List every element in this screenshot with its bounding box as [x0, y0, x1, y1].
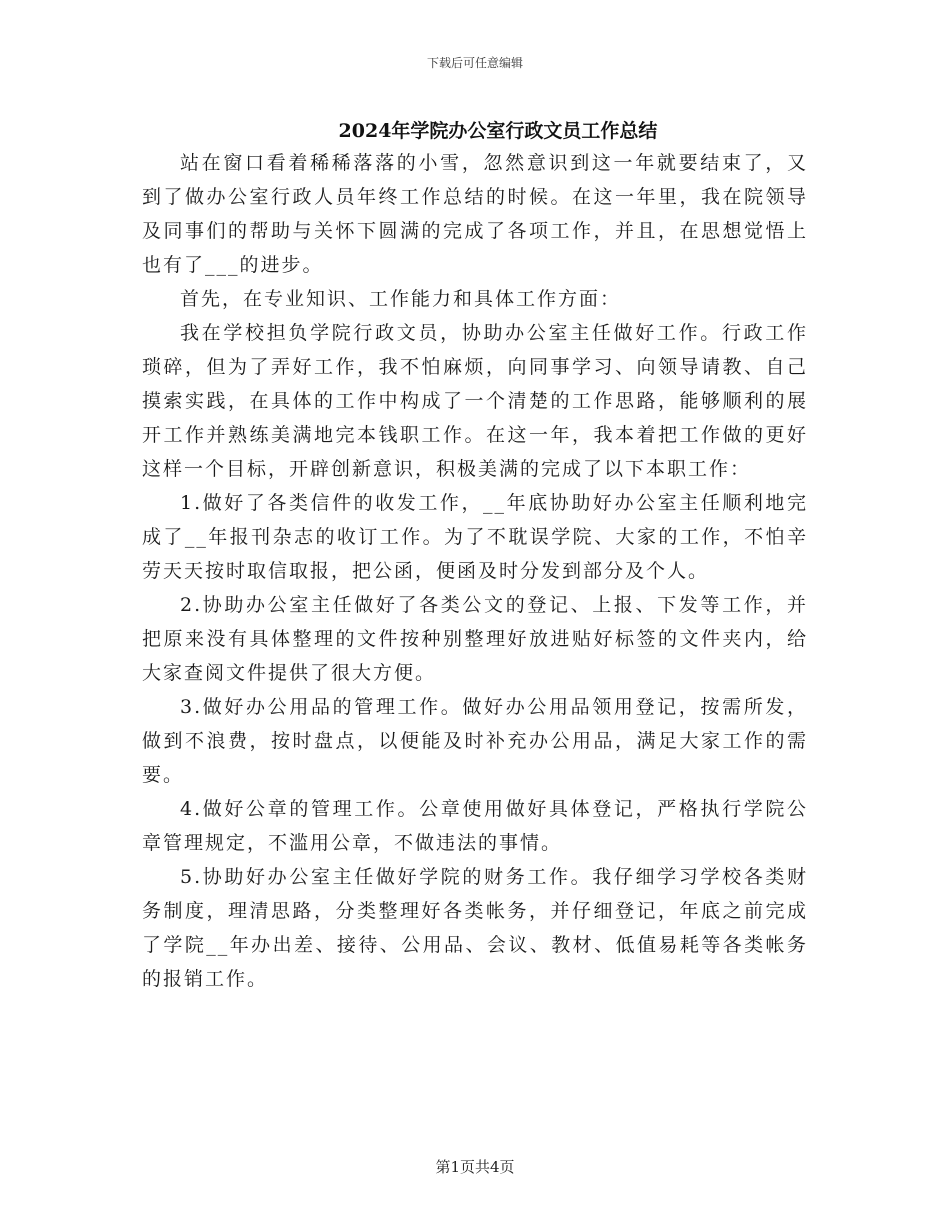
list-item: 1.做好了各类信件的收发工作，__年底协助好办公室主任顺利地完成了__年报刊杂志的收订工作。为了不耽误学院、大家的工作，不怕辛劳天天按时取信取报，把公函，便函及时分发到部分及个人。 — [142, 492, 808, 582]
list-item: 5.协助好办公室主任做好学院的财务工作。我仔细学习学校各类财务制度，理清思路，分类整理好各类帐务，并仔细登记，年底之前完成了学院__年办出差、接待、公用品、会议、教材、低值易耗等各类帐务的报销工作。 — [142, 866, 808, 990]
header-note: 下载后可任意编辑 — [426, 56, 523, 70]
list-item: 3.做好办公用品的管理工作。做好办公用品领用登记，按需所发，做到不浪费，按时盘点，以便能及时补充办公用品，满足大家工作的需要。 — [142, 696, 808, 786]
document-body — [142, 146, 808, 996]
document-title: 2024年学院办公室行政文员工作总结 — [338, 120, 658, 142]
list-item: 2.协助办公室主任做好了各类公文的登记、上报、下发等工作，并把原来没有具体整理的文件按种别整理好放进贴好标签的文件夹内，给大家查阅文件提供了很大方便。 — [142, 594, 808, 684]
paragraph: 首先，在专业知识、工作能力和具体工作方面： — [180, 288, 622, 310]
list-item: 4.做好公章的管理工作。公章使用做好具体登记，严格执行学院公章管理规定，不滥用公章，不做违法的事情。 — [142, 798, 808, 854]
paragraph: 站在窗口看着稀稀落落的小雪，忽然意识到这一年就要结束了，又到了做办公室行政人员年终工作总结的时候。在这一年里，我在院领导及同事们的帮助与关怀下圆满的完成了各项工作，并且，在思想觉悟上也有了___的进步。 — [142, 152, 808, 276]
paragraph: 我在学校担负学院行政文员，协助办公室主任做好工作。行政工作琐碎，但为了弄好工作，我不怕麻烦，向同事学习、向领导请教、自己摸索实践，在具体的工作中构成了一个清楚的工作思路，能够顺利的展开工作并熟练美满地完本钱职工作。在这一年，我本着把工作做的更好这样一个目标，开辟创新意识，积极美满的完成了以下本职工作： — [142, 322, 808, 480]
page-number: 第1页共4页 — [435, 1158, 515, 1176]
